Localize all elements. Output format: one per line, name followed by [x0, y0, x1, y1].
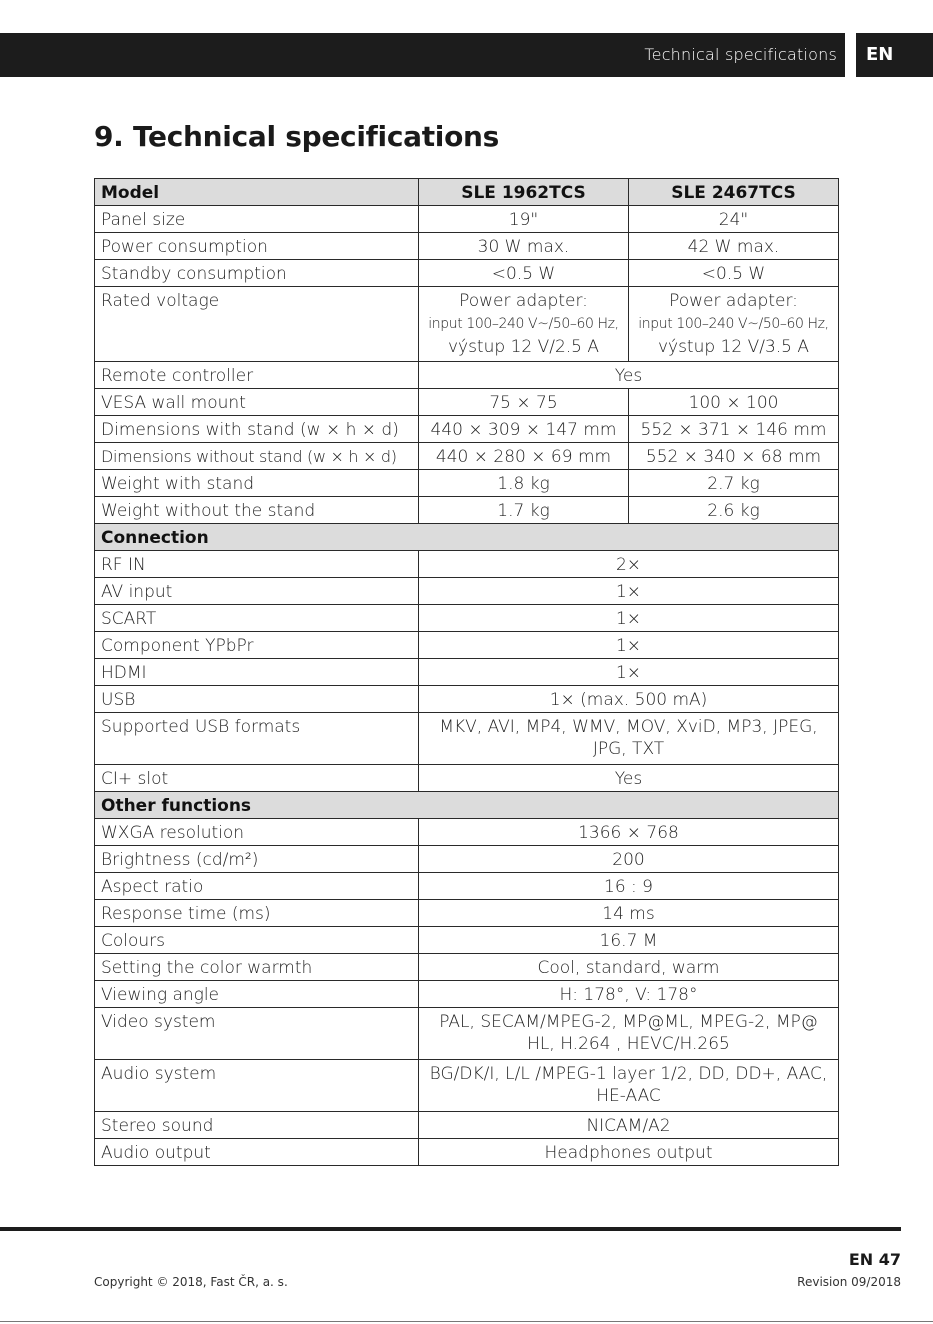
row-label: Video system	[95, 1008, 419, 1060]
value-line: input 100–240 V~/50–60 Hz,	[428, 316, 619, 332]
row-label: Power consumption	[95, 233, 419, 260]
section-heading-connection: Connection	[95, 524, 839, 551]
row-value: 100 × 100	[629, 389, 839, 416]
row-value: Headphones output	[419, 1139, 839, 1166]
row-label: Dimensions without stand (w × h × d)	[95, 443, 419, 470]
row-label: Viewing angle	[95, 981, 419, 1008]
row-value: 552 × 371 × 146 mm	[629, 416, 839, 443]
row-label: Rated voltage	[95, 287, 419, 362]
value-line: BG/DK/I, L/L /MPEG-1 layer 1/2, DD, DD+, AAC,	[429, 1064, 828, 1084]
language-badge	[856, 33, 933, 77]
model-2-name: SLE 2467TCS	[629, 179, 839, 206]
row-value: 200	[419, 846, 839, 873]
table-row	[95, 233, 839, 260]
row-label: SCART	[95, 605, 419, 632]
table-row	[95, 846, 839, 873]
row-label: HDMI	[95, 659, 419, 686]
table-row	[95, 551, 839, 578]
row-value	[629, 287, 839, 362]
row-value: 2.7 kg	[629, 470, 839, 497]
table-row	[95, 605, 839, 632]
row-label: Colours	[95, 927, 419, 954]
row-value: <0.5 W	[629, 260, 839, 287]
table-row	[95, 287, 839, 362]
row-label: Aspect ratio	[95, 873, 419, 900]
row-label: Dimensions with stand (w × h × d)	[95, 416, 419, 443]
row-value: Cool, standard, warm	[419, 954, 839, 981]
table-row	[95, 443, 839, 470]
table-row	[95, 927, 839, 954]
row-label: USB	[95, 686, 419, 713]
row-value: 30 W max.	[419, 233, 629, 260]
row-value: NICAM/A2	[419, 1112, 839, 1139]
row-label: Setting the color warmth	[95, 954, 419, 981]
row-value: 1×	[419, 632, 839, 659]
row-label: CI+ slot	[95, 765, 419, 792]
spec-table	[94, 178, 839, 1166]
language-label: EN	[866, 44, 894, 65]
value-line: JPG, TXT	[592, 739, 665, 759]
table-row	[95, 1060, 839, 1112]
row-label: Audio system	[95, 1060, 419, 1112]
row-value: 1×	[419, 578, 839, 605]
row-label: Standby consumption	[95, 260, 419, 287]
table-header-row	[95, 179, 839, 206]
row-value: 16 : 9	[419, 873, 839, 900]
footer-divider	[0, 1227, 901, 1231]
page-title: 9. Technical specifications	[94, 120, 500, 153]
table-row	[95, 765, 839, 792]
row-label: VESA wall mount	[95, 389, 419, 416]
row-value: 1×	[419, 659, 839, 686]
row-label: Weight without the stand	[95, 497, 419, 524]
table-row	[95, 389, 839, 416]
row-value: H: 178°, V: 178°	[419, 981, 839, 1008]
row-label: Weight with stand	[95, 470, 419, 497]
table-row	[95, 470, 839, 497]
table-row	[95, 497, 839, 524]
row-value: 1×	[419, 605, 839, 632]
row-value: 1366 × 768	[419, 819, 839, 846]
table-row	[95, 713, 839, 765]
value-line: PAL, SECAM/MPEG-2, MP@ML, MPEG-2, MP@	[439, 1012, 818, 1032]
model-1-name: SLE 1962TCS	[419, 179, 629, 206]
section-heading-row	[95, 792, 839, 819]
row-value	[419, 1008, 839, 1060]
row-value: 75 × 75	[419, 389, 629, 416]
row-label: Response time (ms)	[95, 900, 419, 927]
copyright-notice: Copyright © 2018, Fast ČR, a. s.	[94, 1275, 288, 1289]
row-value: 24"	[629, 206, 839, 233]
header-bar	[0, 33, 845, 77]
row-label: Stereo sound	[95, 1112, 419, 1139]
revision-label: Revision 09/2018	[797, 1275, 901, 1289]
row-label: Audio output	[95, 1139, 419, 1166]
value-line: výstup 12 V/3.5 A	[657, 337, 810, 357]
header-section-title: Technical specifications	[644, 45, 837, 64]
value-line: HE-AAC	[596, 1086, 661, 1106]
section-heading-row	[95, 524, 839, 551]
value-line: input 100–240 V~/50–60 Hz,	[638, 316, 829, 332]
row-value: 1× (max. 500 mA)	[419, 686, 839, 713]
row-value	[419, 713, 839, 765]
row-value: Yes	[419, 362, 839, 389]
row-label: Supported USB formats	[95, 713, 419, 765]
row-label: AV input	[95, 578, 419, 605]
row-label: WXGA resolution	[95, 819, 419, 846]
value-line: Power adapter:	[459, 291, 588, 311]
table-row	[95, 206, 839, 233]
table-row	[95, 819, 839, 846]
table-row	[95, 873, 839, 900]
row-value: 440 × 280 × 69 mm	[419, 443, 629, 470]
row-value: 2.6 kg	[629, 497, 839, 524]
row-value: 14 ms	[419, 900, 839, 927]
table-row	[95, 686, 839, 713]
model-label: Model	[95, 179, 419, 206]
row-value: 19"	[419, 206, 629, 233]
row-value: 1.7 kg	[419, 497, 629, 524]
row-label: Component YPbPr	[95, 632, 419, 659]
row-value: Yes	[419, 765, 839, 792]
table-row	[95, 416, 839, 443]
table-row	[95, 954, 839, 981]
row-value: 1.8 kg	[419, 470, 629, 497]
value-line: HL, H.264 , HEVC/H.265	[527, 1034, 730, 1054]
table-row	[95, 260, 839, 287]
row-value: 2×	[419, 551, 839, 578]
table-row	[95, 578, 839, 605]
page-bottom-line	[0, 1321, 933, 1322]
row-value	[419, 287, 629, 362]
table-row	[95, 900, 839, 927]
row-label: RF IN	[95, 551, 419, 578]
value-line: výstup 12 V/2.5 A	[447, 337, 600, 357]
table-row	[95, 659, 839, 686]
value-line: Power adapter:	[669, 291, 798, 311]
table-row	[95, 1008, 839, 1060]
row-value: 440 × 309 × 147 mm	[419, 416, 629, 443]
section-heading-other-functions: Other functions	[95, 792, 839, 819]
value-line: MKV, AVI, MP4, WMV, MOV, XviD, MP3, JPEG,	[439, 717, 818, 737]
page-number: EN 47	[848, 1250, 901, 1269]
row-label: Remote controller	[95, 362, 419, 389]
row-label: Panel size	[95, 206, 419, 233]
table-row	[95, 1139, 839, 1166]
row-value: 16.7 M	[419, 927, 839, 954]
table-row	[95, 1112, 839, 1139]
row-value: 42 W max.	[629, 233, 839, 260]
row-value: 552 × 340 × 68 mm	[629, 443, 839, 470]
row-value	[419, 1060, 839, 1112]
table-row	[95, 632, 839, 659]
table-row	[95, 981, 839, 1008]
row-value: <0.5 W	[419, 260, 629, 287]
table-row	[95, 362, 839, 389]
row-label: Brightness (cd/m²)	[95, 846, 419, 873]
